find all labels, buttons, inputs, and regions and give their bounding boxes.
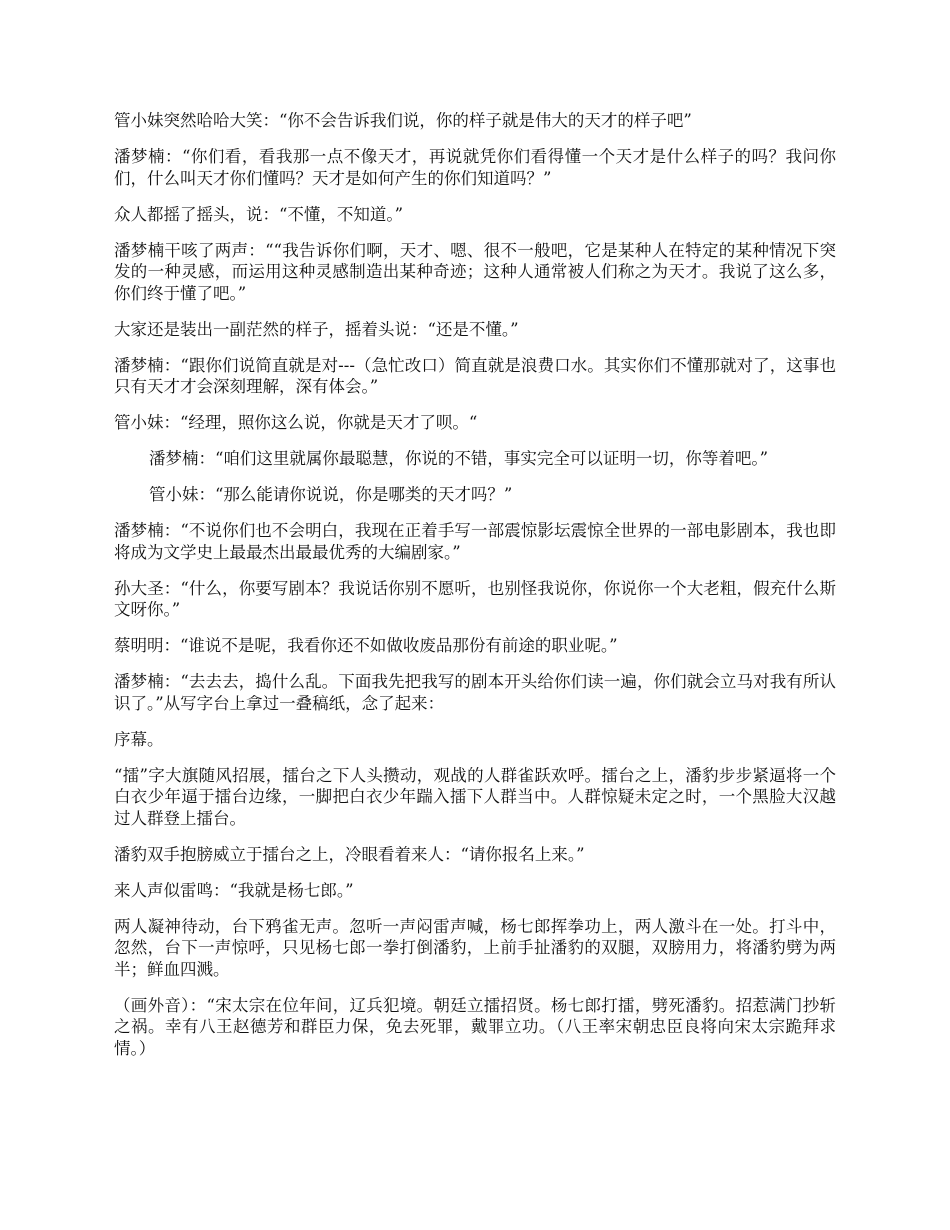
- paragraph: 潘梦楠：“不说你们也不会明白，我现在正着手写一部震惊影坛震惊全世界的一部电影剧本，我也即将成为文学史上最最杰出最最优秀的大编剧家。”: [114, 521, 836, 562]
- paragraph-indented: 管小妹：“那么能请你说说，你是哪类的天才吗？”: [149, 485, 513, 504]
- paragraph: 潘梦楠干咳了两声：““我告诉你们啊，天才、嗯、很不一般吧，它是某种人在特定的某种情况下突发的一种灵感，而运用这种灵感制造出某种奇迹；这种人通常被人们称之为天才。我说了这么多，你们终于懂了吧。”: [114, 240, 836, 303]
- paragraph: 两人凝神待动，台下鸦雀无声。忽听一声闷雷声喊，杨七郎挥拳功上，两人激斗在一处。打斗中，忽然，台下一声惊呼，只见杨七郎一拳打倒潘豹，上前手扯潘豹的双腿，双膀用力，将潘豹劈为两半；鲜血四溅。: [114, 916, 836, 979]
- paragraph: 管小妹：“经理，照你这么说，你就是天才了呗。“: [114, 413, 478, 432]
- paragraph: 潘梦楠：“你们看，看我那一点不像天才，再说就凭你们看得懂一个天才是什么样子的吗？我问你们，什么叫天才你们懂吗？天才是如何产生的你们知道吗？”: [114, 147, 836, 188]
- paragraph: 众人都摇了摇头，说：“不懂，不知道。”: [114, 204, 404, 224]
- paragraph-indented: 潘梦楠：“咱们这里就属你最聪慧，你说的不错，事实完全可以证明一切，你等着吧。”: [149, 449, 769, 468]
- paragraph: 蔡明明：“谁说不是呢，我看你还不如做收废品那份有前途的职业呢。”: [114, 636, 618, 655]
- paragraph: （画外音）：“宋太宗在位年间，辽兵犯境。朝廷立擂招贤。杨七郎打擂，劈死潘豹。招惹满门抄斩之祸。幸有八王赵德芳和群臣力保，免去死罪，戴罪立功。（八王率宋朝忠臣良将向宋太宗跪拜求情。）: [114, 995, 836, 1058]
- paragraph: 潘梦楠：“去去去，捣什么乱。下面我先把我写的剧本开头给你们读一遍，你们就会立马对我有所认识了。”从写字台上拿过一叠稿纸，念了起来：: [114, 672, 836, 713]
- paragraph: 潘豹双手抱膀威立于擂台之上，冷眼看着来人：“请你报名上来。”: [114, 844, 585, 864]
- paragraph: “擂”字大旗随风招展，擂台之下人头攒动，观战的人群雀跃欢呼。擂台之上，潘豹步步紧逼将一个白衣少年逼于擂台边缘，一脚把白衣少年踹入擂下人群当中。人群惊疑未定之时，一个黑脸大汉越过人群登上擂台。: [114, 765, 836, 828]
- paragraph: 来人声似雷鸣：“我就是杨七郎。”: [114, 880, 354, 900]
- document-body: [114, 110, 836, 1074]
- paragraph: 序幕。: [114, 729, 164, 749]
- paragraph: 潘梦楠：“跟你们说简直就是对---（急忙改口）简直就是浪费口水。其实你们不懂那就对了，这事也只有天才才会深刻理解，深有体会。”: [114, 355, 836, 396]
- paragraph: 大家还是装出一副茫然的样子，摇着头说：“还是不懂。”: [114, 319, 519, 339]
- paragraph: 管小妹突然哈哈大笑：“你不会告诉我们说，你的样子就是伟大的天才的样子吧”: [114, 111, 692, 130]
- paragraph: 孙大圣：“什么，你要写剧本？我说话你别不愿听，也别怪我说你，你说你一个大老粗，假充什么斯文呀你。”: [114, 578, 836, 619]
